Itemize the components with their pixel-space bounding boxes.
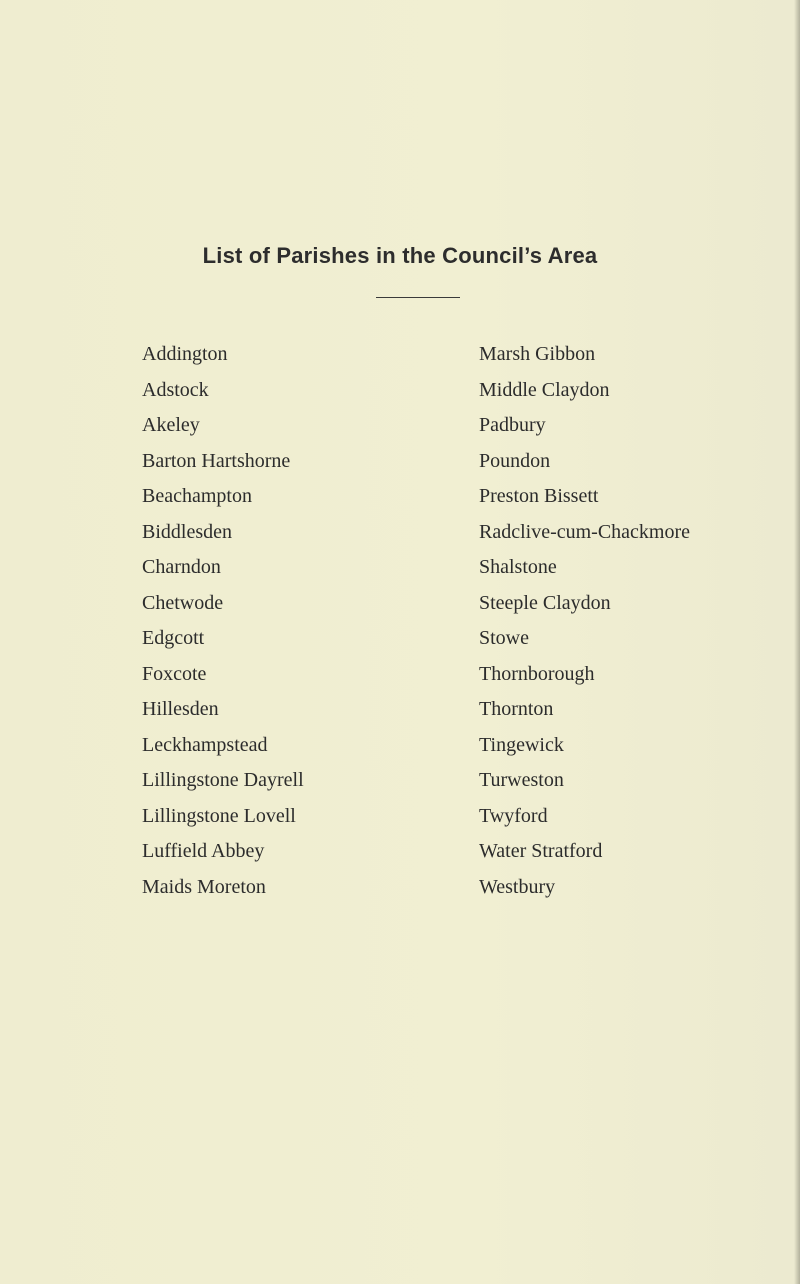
list-item: Turweston <box>479 769 564 791</box>
list-item: Middle Claydon <box>479 378 610 401</box>
list-item: Luffield Abbey <box>142 840 265 862</box>
title-divider <box>376 297 460 298</box>
page-edge-shadow <box>794 0 800 1284</box>
list-item: Lillingstone Dayrell <box>142 769 304 791</box>
list-item: Addington <box>142 343 228 365</box>
list-item: Maids Moreton <box>142 875 266 898</box>
list-item: Charndon <box>142 556 221 578</box>
list-item: Beachampton <box>142 485 252 507</box>
list-item: Barton Hartshorne <box>142 449 291 472</box>
list-item: Biddlesden <box>142 520 232 543</box>
list-item: Poundon <box>479 449 551 472</box>
list-item: Tingewick <box>479 733 564 756</box>
list-item: Padbury <box>479 414 546 436</box>
list-item: Radclive-cum-Chackmore <box>479 520 691 543</box>
list-item: Steeple Claydon <box>479 591 611 614</box>
list-item: Thornton <box>479 698 554 720</box>
list-item: Marsh Gibbon <box>479 343 596 365</box>
list-item: Preston Bissett <box>479 485 599 507</box>
list-item: Water Stratford <box>479 840 603 862</box>
list-item: Akeley <box>142 414 200 436</box>
parish-list-right <box>479 337 690 905</box>
list-item: Hillesden <box>142 698 219 720</box>
list-item: Twyford <box>479 804 548 827</box>
list-item: Chetwode <box>142 591 224 614</box>
list-item: Stowe <box>479 627 529 649</box>
page-title: List of Parishes in the Council’s Area <box>202 243 598 268</box>
list-item: Adstock <box>142 378 209 401</box>
list-item: Foxcote <box>142 662 207 685</box>
parish-list-left <box>142 337 304 905</box>
list-item: Shalstone <box>479 556 557 578</box>
list-item: Lillingstone Lovell <box>142 804 296 827</box>
list-item: Edgcott <box>142 627 205 649</box>
list-item: Thornborough <box>479 662 595 685</box>
list-item: Leckhampstead <box>142 733 268 756</box>
list-item: Westbury <box>479 875 556 898</box>
